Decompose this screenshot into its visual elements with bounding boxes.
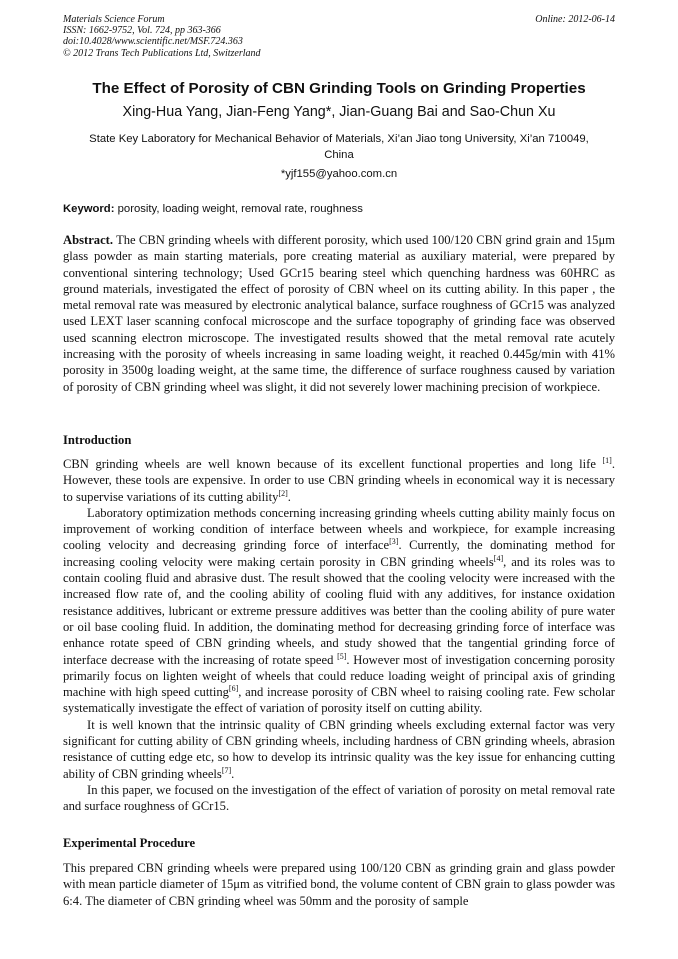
citation-5: [5]: [337, 651, 347, 661]
affiliation: State Key Laboratory for Mechanical Behavior of Materials, Xi’an Jiao tong University, Xi’an 710049, China: [89, 133, 589, 161]
introduction-body: [63, 456, 615, 815]
citation-4: [4]: [493, 553, 504, 563]
experimental-paragraph-1: This prepared CBN grinding wheels were prepared using 100/120 CBN as grinding grain and glass powder with mean particle diameter of 15μm as vitrified bond, the volume content of CBN grain to glass powder was 6:4. The diameter of CBN grinding wheel was 50mm and the porosity of sample: [63, 861, 615, 908]
experimental-heading: Experimental Procedure: [63, 836, 196, 850]
intro-paragraph-2: Laboratory optimization methods concerning increasing grinding wheels cutting ability mainly focus on improvement of working condition of interface between wheels and workpiece, for example increasing cooling velocity and decreasing grinding force of interface[3]. Currently, the dominating method for increasing cooling velocity were making certain porosity in CBN grinding wheels[4], and its roles was to contain cooling fluid and abrasive dust. The result showed that the cooling velocity were increased with the increased flow rate of, and the cooling ability of cooling fluid with any additives, for instance oxidation resistance additives, lubricant or extreme pressure additives was better than the cooling ability of pure water or oil base cooling fluid. In addition, the dominating method for decreasing grinding force of interface was enhance rotate speed of CBN grinding wheels, and study showed that the tangential grinding force of interface decrease with the increasing of rotate speed [5]. However most of investigation concerning porosity primarily focus on lighten weight of wheels that could reduce loading weight of principal axis of grinding machine with high speed cutting[6], and increase porosity of CBN wheel to raising cooling rate. Few scholar systematically investigate the effect of variation of porosity itself on cutting ability.: [63, 505, 616, 716]
keyword-label: Keyword:: [63, 203, 115, 215]
journal-header: [63, 14, 615, 59]
copyright: © 2012 Trans Tech Publications Ltd, Switzerland: [63, 47, 261, 59]
intro-paragraph-1: CBN grinding wheels are well known because of its excellent functional properties and long life [1]. However, these tools are expensive. In order to use CBN grinding wheels in economical way it is necessary to supervise variations of its cutting ability[2].: [63, 456, 615, 504]
introduction-heading: Introduction: [63, 433, 132, 447]
journal-name: Materials Science Forum: [63, 14, 165, 25]
experimental-body: [63, 860, 615, 909]
intro-paragraph-3: It is well known that the intrinsic quality of CBN grinding wheels excluding external factor was very significant for cutting ability of CBN grinding wheels, including hardness of CBN grinding wheels, abrasion resistance of cutting edge etc, so how to develop its intrinsic quality was the key issue for enhancing cutting ability of CBN grinding wheels[7].: [63, 717, 615, 781]
keywords: [63, 202, 615, 216]
doi: doi:10.4028/www.scientific.net/MSF.724.363: [63, 36, 243, 48]
citation-2: [2]: [278, 488, 288, 498]
citation-6: [6]: [228, 684, 239, 694]
keyword-text: porosity, loading weight, removal rate, roughness: [114, 203, 363, 215]
citation-7: [7]: [221, 765, 232, 775]
abstract-label: Abstract.: [63, 233, 114, 247]
intro-paragraph-4: In this paper, we focused on the investigation of the effect of variation of porosity on metal removal rate and surface roughness of GCr15.: [63, 782, 615, 814]
paper-title: The Effect of Porosity of CBN Grinding Tools on Grinding Properties: [92, 80, 586, 97]
email: *yjf155@yahoo.com.cn: [280, 168, 398, 180]
abstract: [63, 232, 615, 395]
abstract-text: The CBN grinding wheels with different porosity, which used 100/120 CBN grind grain and 15μm glass powder as main starting materials, pore creating material as auxiliary material, were prepared by conventional sintering technology; Used GCr15 bearing steel which quenching hardness was 60HRC as ground materials, investigated the effect of porosity of CBN wheel on its cutting ability. In this paper , the metal removal rate was measured by electronic analytical balance, surface roughness of GCr15 was analyzed used LEXT laser scanning confocal microscope and the surface topography of grinding face was observed used scanning electron microscope. The investigated results showed that the metal removal rate acutely increasing with the porosity of wheels increasing in same loading weight, it reached 0.445g/min with 41% porosity in 3500g loading weight, at the same time, the difference of surface roughness caused by variation of porosity of CBN grinding wheel was slight, it did not severely lower machining precision of workpiece.: [63, 233, 615, 394]
issn: ISSN: 1662-9752, Vol. 724, pp 363-366: [63, 25, 221, 37]
authors: Xing-Hua Yang, Jian-Feng Yang*, Jian-Guang Bai and Sao-Chun Xu: [122, 104, 556, 120]
online-date: Online: 2012-06-14: [535, 14, 615, 25]
citation-3: [3]: [389, 537, 399, 547]
citation-1: [1]: [602, 456, 612, 465]
